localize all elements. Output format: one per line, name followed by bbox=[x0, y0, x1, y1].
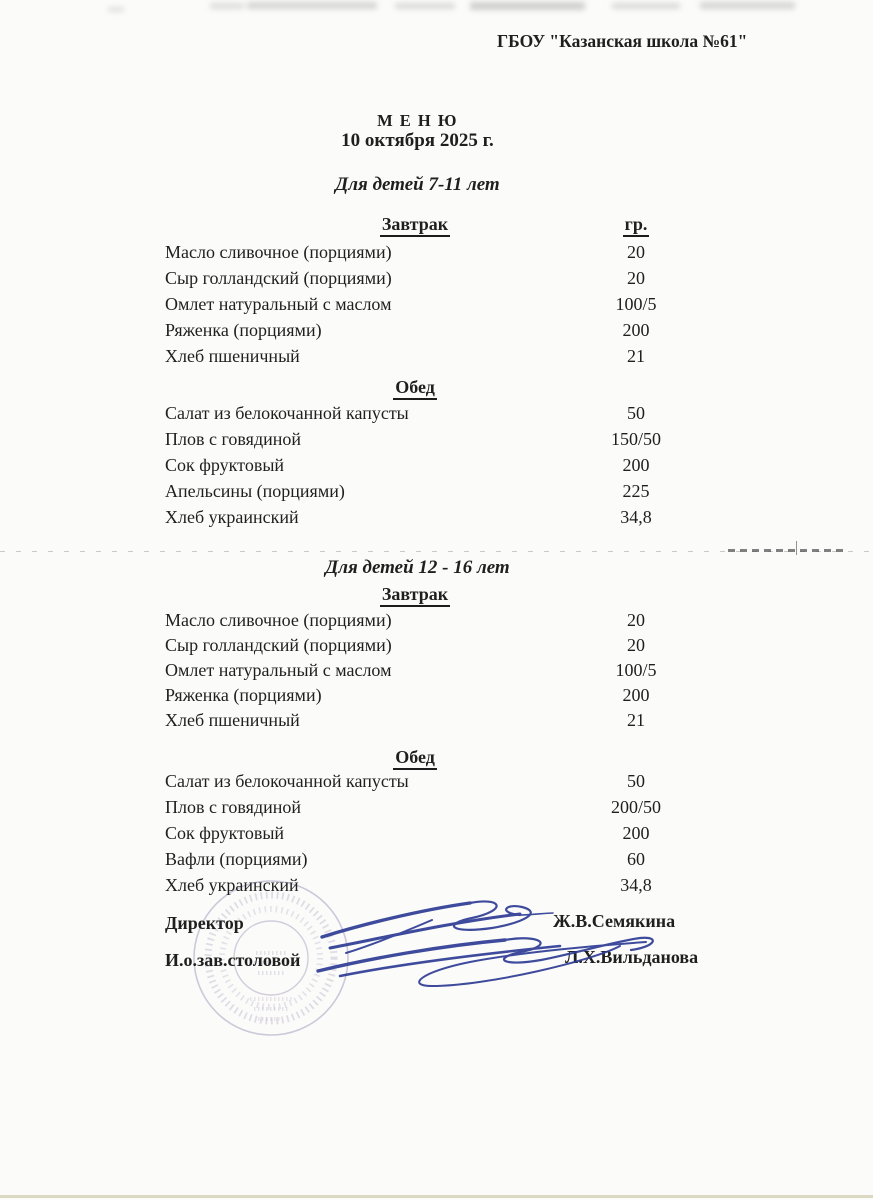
menu-row bbox=[165, 685, 695, 711]
dish-name: Омлет натуральный с маслом bbox=[165, 294, 392, 314]
dish-qty: 200/50 bbox=[610, 797, 661, 817]
dish-name: Ряженка (порциями) bbox=[165, 320, 322, 340]
dish-qty: 200 bbox=[622, 823, 650, 843]
scan-artifact bbox=[470, 2, 585, 10]
signature-name: Ж.В.Семякина bbox=[553, 911, 676, 931]
meal-label: Завтрак bbox=[380, 215, 450, 237]
dish-name: Сыр голландский (порциями) bbox=[165, 268, 392, 288]
menu-row bbox=[165, 403, 695, 429]
menu-row bbox=[165, 610, 695, 636]
dish-qty: 34,8 bbox=[620, 507, 652, 527]
dish-qty: 225 bbox=[622, 481, 650, 501]
menu-row bbox=[165, 823, 695, 849]
dish-name: Апельсины (порциями) bbox=[165, 481, 345, 501]
scan-bottom-edge bbox=[0, 1195, 873, 1198]
dish-name: Хлеб пшеничный bbox=[165, 710, 300, 730]
dish-qty: 20 bbox=[627, 242, 645, 262]
menu-row bbox=[165, 346, 695, 372]
menu-row bbox=[165, 797, 695, 823]
meal-header-breakfast bbox=[165, 214, 695, 240]
dish-name: Хлеб пшеничный bbox=[165, 346, 300, 366]
scan-artifact bbox=[108, 7, 124, 12]
dish-name: Сок фруктовый bbox=[165, 823, 285, 843]
menu-row bbox=[165, 320, 695, 346]
menu-date: 10 октября 2025 г. bbox=[341, 130, 494, 151]
menu-row bbox=[165, 242, 695, 268]
dish-qty: 34,8 bbox=[620, 875, 652, 895]
dish-name: Масло сливочное (порциями) bbox=[165, 242, 392, 262]
dish-qty: 100/5 bbox=[615, 660, 657, 680]
dish-name: Вафли (порциями) bbox=[165, 849, 308, 869]
dish-qty: 20 bbox=[627, 268, 645, 288]
menu-row bbox=[165, 481, 695, 507]
dish-qty: 21 bbox=[627, 346, 645, 366]
dish-qty: 20 bbox=[627, 610, 645, 630]
meal-label: Завтрак bbox=[380, 585, 450, 607]
meal-header-lunch bbox=[165, 747, 695, 773]
scan-artifact bbox=[395, 3, 455, 9]
scan-artifact bbox=[210, 3, 244, 9]
age-group-title: Для детей 7-11 лет bbox=[335, 174, 500, 195]
menu-row bbox=[165, 268, 695, 294]
menu-row bbox=[165, 455, 695, 481]
dish-qty: 200 bbox=[622, 455, 650, 475]
meal-label: Обед bbox=[393, 748, 437, 770]
menu-row bbox=[165, 635, 695, 661]
signature-name: Л.Х.Вильданова bbox=[565, 947, 699, 967]
meal-label: Обед bbox=[393, 378, 437, 400]
menu-row bbox=[165, 294, 695, 320]
scan-fold-line bbox=[728, 549, 848, 552]
dish-qty: 50 bbox=[627, 771, 645, 791]
menu-row bbox=[165, 875, 695, 901]
menu-row bbox=[165, 429, 695, 455]
dish-name: Салат из белокочанной капусты bbox=[165, 771, 409, 791]
signature-role: И.о.зав.столовой bbox=[165, 950, 301, 970]
dish-qty: 200 bbox=[622, 320, 650, 340]
dish-name: Плов с говядиной bbox=[165, 797, 302, 817]
dish-qty: 100/5 bbox=[615, 294, 657, 314]
dish-name: Ряженка (порциями) bbox=[165, 685, 322, 705]
dish-name: Масло сливочное (порциями) bbox=[165, 610, 392, 630]
menu-row bbox=[165, 660, 695, 686]
menu-row bbox=[165, 507, 695, 533]
school-name: ГБОУ "Казанская школа №61" bbox=[497, 31, 748, 51]
menu-row bbox=[165, 771, 695, 797]
age-group-title: Для детей 12 - 16 лет bbox=[325, 557, 510, 578]
scan-artifact bbox=[700, 2, 795, 9]
dish-name: Сыр голландский (порциями) bbox=[165, 635, 392, 655]
scan-artifact bbox=[612, 3, 680, 9]
unit-label: гр. bbox=[623, 215, 650, 237]
dish-name: Плов с говядиной bbox=[165, 429, 302, 449]
dish-qty: 200 bbox=[622, 685, 650, 705]
menu-row bbox=[165, 849, 695, 875]
dish-name: Салат из белокочанной капусты bbox=[165, 403, 409, 423]
dish-qty: 21 bbox=[627, 710, 645, 730]
menu-title: М Е Н Ю bbox=[377, 111, 458, 130]
signature-role: Директор bbox=[165, 913, 244, 933]
dish-qty: 50 bbox=[627, 403, 645, 423]
dish-qty: 150/50 bbox=[610, 429, 661, 449]
meal-header-lunch bbox=[165, 377, 695, 403]
dish-qty: 60 bbox=[627, 849, 645, 869]
scan-fold-line bbox=[796, 541, 797, 555]
dish-name: Омлет натуральный с маслом bbox=[165, 660, 392, 680]
meal-header-breakfast bbox=[165, 584, 695, 610]
scan-artifact bbox=[247, 2, 377, 9]
dish-name: Хлеб украинский bbox=[165, 875, 299, 895]
dish-name: Сок фруктовый bbox=[165, 455, 285, 475]
dish-name: Хлеб украинский bbox=[165, 507, 299, 527]
dish-qty: 20 bbox=[627, 635, 645, 655]
menu-row bbox=[165, 710, 695, 736]
